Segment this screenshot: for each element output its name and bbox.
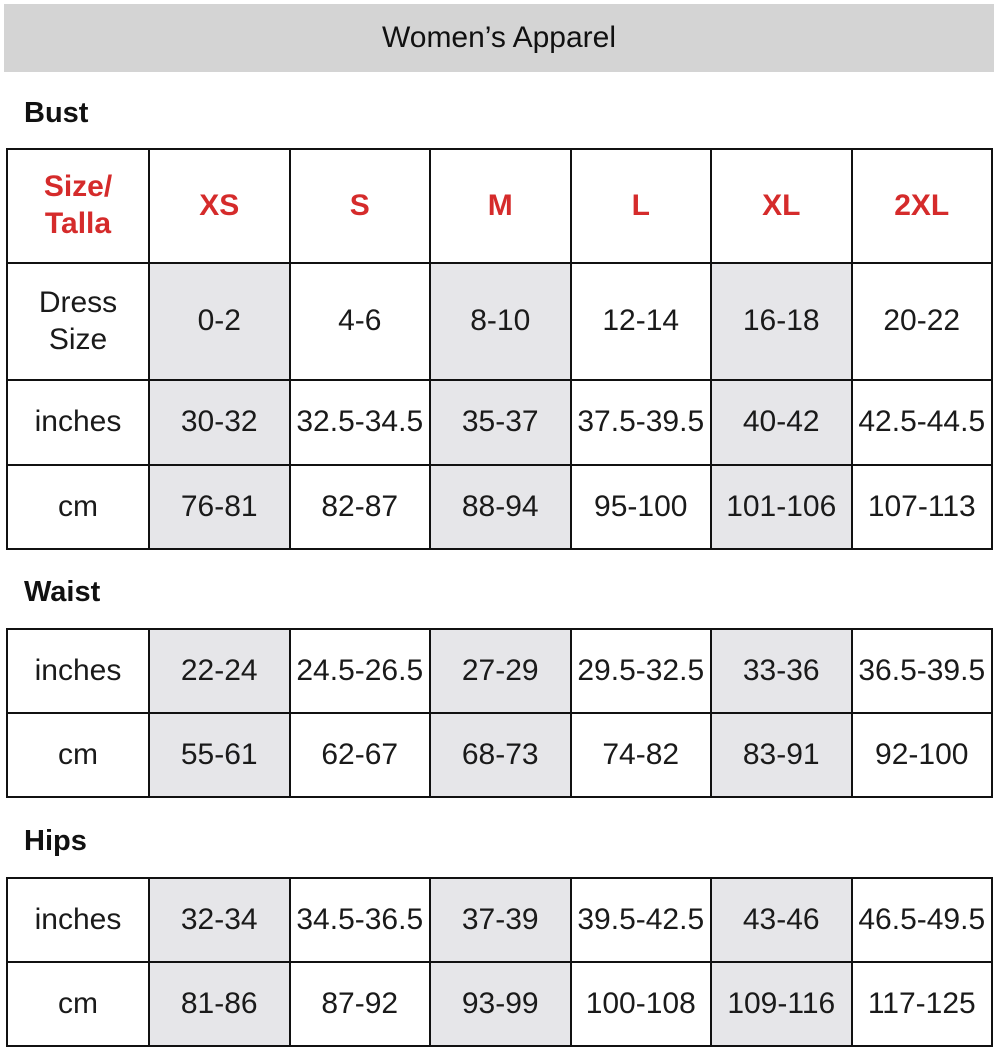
row-label: cm xyxy=(7,713,149,797)
table-row xyxy=(7,713,992,797)
size-s: S xyxy=(290,149,431,263)
table-cell: 62-67 xyxy=(290,713,431,797)
dress-label-line-2: Size xyxy=(48,322,108,356)
size-label-line-1: Size/ xyxy=(43,170,113,204)
table-cell: 36.5-39.5 xyxy=(852,629,993,713)
row-label: inches xyxy=(7,629,149,713)
table-cell: 20-22 xyxy=(852,263,993,380)
size-l: L xyxy=(571,149,712,263)
table-cell: 22-24 xyxy=(149,629,290,713)
table-cell: 30-32 xyxy=(149,380,290,465)
table-row xyxy=(7,878,992,962)
table-cell: 29.5-32.5 xyxy=(571,629,712,713)
table-cell: 74-82 xyxy=(571,713,712,797)
hips-section-title: Hips xyxy=(24,825,87,857)
table-row xyxy=(7,465,992,549)
size-xl: XL xyxy=(711,149,852,263)
waist-table xyxy=(6,628,993,798)
table-cell: 35-37 xyxy=(430,380,571,465)
bust-table xyxy=(6,148,993,550)
table-cell: 37.5-39.5 xyxy=(571,380,712,465)
table-cell: 0-2 xyxy=(149,263,290,380)
row-label: cm xyxy=(7,465,149,549)
table-cell: 32.5-34.5 xyxy=(290,380,431,465)
size-label-line-2: Talla xyxy=(44,207,112,240)
hips-table xyxy=(6,877,993,1047)
row-label: inches xyxy=(7,878,149,962)
table-cell: 81-86 xyxy=(149,962,290,1046)
table-cell: 40-42 xyxy=(711,380,852,465)
table-cell: 33-36 xyxy=(711,629,852,713)
table-cell: 12-14 xyxy=(571,263,712,380)
row-label: cm xyxy=(7,962,149,1046)
table-cell: 55-61 xyxy=(149,713,290,797)
table-cell: 82-87 xyxy=(290,465,431,549)
size-header-row xyxy=(7,149,992,263)
size-xs: XS xyxy=(149,149,290,263)
table-cell: 100-108 xyxy=(571,962,712,1046)
table-cell: 109-116 xyxy=(711,962,852,1046)
table-cell: 107-113 xyxy=(852,465,993,549)
table-cell: 37-39 xyxy=(430,878,571,962)
table-cell: 76-81 xyxy=(149,465,290,549)
table-cell: 95-100 xyxy=(571,465,712,549)
bust-section-title: Bust xyxy=(24,97,89,129)
table-cell: 24.5-26.5 xyxy=(290,629,431,713)
table-cell: 87-92 xyxy=(290,962,431,1046)
table-cell: 8-10 xyxy=(430,263,571,380)
table-row xyxy=(7,263,992,380)
page-title: Women’s Apparel xyxy=(4,4,994,72)
waist-section-title: Waist xyxy=(24,576,101,608)
size-2xl: 2XL xyxy=(852,149,993,263)
table-cell: 4-6 xyxy=(290,263,431,380)
table-cell: 39.5-42.5 xyxy=(571,878,712,962)
table-row xyxy=(7,380,992,465)
table-cell: 46.5-49.5 xyxy=(852,878,993,962)
table-cell: 68-73 xyxy=(430,713,571,797)
table-cell: 93-99 xyxy=(430,962,571,1046)
table-cell: 43-46 xyxy=(711,878,852,962)
table-row xyxy=(7,962,992,1046)
table-cell: 117-125 xyxy=(852,962,993,1046)
row-label: inches xyxy=(7,380,149,465)
table-cell: 83-91 xyxy=(711,713,852,797)
dress-size-label xyxy=(7,263,149,380)
size-header-label xyxy=(7,149,149,263)
dress-label-line-1: Dress xyxy=(38,285,118,319)
table-cell: 16-18 xyxy=(711,263,852,380)
table-cell: 27-29 xyxy=(430,629,571,713)
table-row xyxy=(7,629,992,713)
table-cell: 32-34 xyxy=(149,878,290,962)
table-cell: 42.5-44.5 xyxy=(852,380,993,465)
size-m: M xyxy=(430,149,571,263)
table-cell: 34.5-36.5 xyxy=(290,878,431,962)
table-cell: 92-100 xyxy=(852,713,993,797)
table-cell: 88-94 xyxy=(430,465,571,549)
table-cell: 101-106 xyxy=(711,465,852,549)
